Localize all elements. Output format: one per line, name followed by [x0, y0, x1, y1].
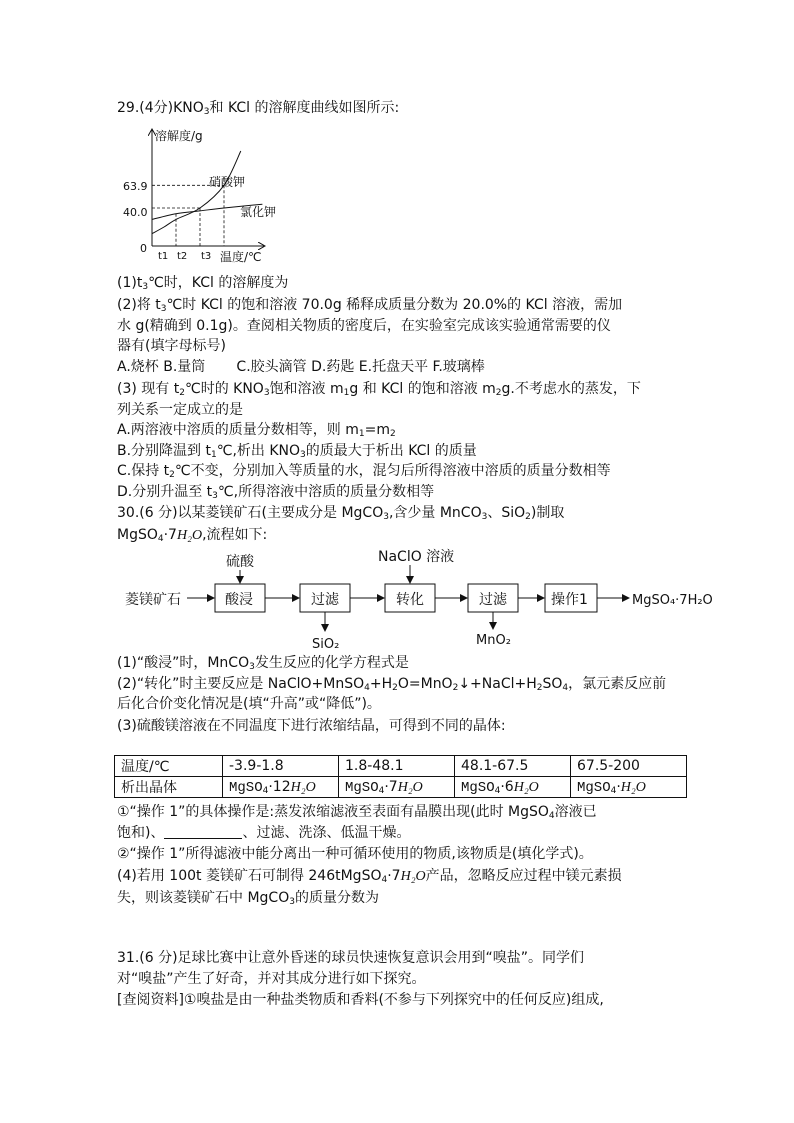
q29-part2-line2: 水 g(精确到 0.1g)。查阅相关物质的密度后，在实验室完成该实验通常需要的仪: [117, 318, 611, 334]
table-cell: 1.8-48.1: [339, 756, 455, 777]
table-cell: 67.5-200: [571, 756, 687, 777]
kno3-label: 硝酸钾: [209, 175, 246, 189]
flow-box-2-label: 过滤: [311, 592, 339, 608]
x-axis-label: 温度/℃: [220, 250, 262, 264]
table-cell: 48.1-67.5: [455, 756, 571, 777]
kno3-curve: [152, 151, 241, 234]
q29-option-d: D.分别升温至 $t_3℃$,所得溶液中溶质的质量分数相等: [117, 484, 435, 501]
answer-blank: [164, 824, 242, 839]
q30-part3: (3)硫酸镁溶液在不同温度下进行浓缩结晶，可得到不同的晶体:: [117, 718, 506, 734]
table-cell: MgSO$_4$·7H₂O: [339, 777, 455, 798]
x-tick-t2: t2: [177, 251, 188, 262]
q30-part2-line2: 后化合价变化情况是(填“升高”或“降低”)。: [117, 696, 381, 712]
q31-line2: 对“嗅盐”产生了好奇，并对其成分进行如下探究。: [117, 971, 426, 987]
table-cell: -3.9-1.8: [223, 756, 339, 777]
kcl-label: 氯化钾: [240, 205, 277, 219]
q29-part1: $(1)t_3℃$时，KCl 的溶解度为: [117, 275, 289, 292]
y-tick-63-9: 63.9: [123, 180, 148, 193]
q29-part2-options: A.烧杯 B.量筒 C.胶头滴管 D.药匙 E.托盘天平 F.玻璃棒: [117, 359, 485, 375]
flow-input-3: NaClO 溶液: [378, 549, 455, 565]
origin-label: 0: [140, 242, 147, 255]
q31-title: 31.(6 分)足球比赛中让意外昏迷的球员快速恢复意识会用到“嗅盐”。同学们: [117, 950, 585, 966]
q29-option-b: B.分别降温到 $t_1℃$,析出 $KNO_3$的质最大于析出 KCl 的质量: [117, 443, 477, 460]
table-row: [115, 777, 687, 798]
flow-start: 菱镁矿石: [125, 592, 181, 608]
q29-option-c: C.保持 $t_2℃$不变，分别加入等质量的水，混匀后所得溶液中溶质的质量分数相等: [117, 463, 611, 480]
process-flowchart: [115, 545, 730, 653]
solubility-chart: [120, 124, 277, 264]
q30-title-line2: MgSO$_4$·7H₂O,流程如下:: [117, 527, 268, 544]
q30-part1: (1)“酸浸”时，MnCO$_3$发生反应的化学方程式是: [117, 655, 409, 672]
q30-step2: ②“操作 1”所得滤液中能分离出一种可循环使用的物质,该物质是(填化学式)。: [117, 846, 593, 862]
x-tick-t3: t3: [201, 251, 212, 262]
q30-part2: (2)“转化”时主要反应是 $NaClO+MnSO_4+H_2O=MnO_2↓+NaCl+H_2SO_4$，氯元素反应前: [117, 676, 667, 693]
q29-option-a: A.两溶液中溶质的质量分数相等，则 $m_1=m_2$: [117, 422, 396, 439]
x-tick-t1: t1: [158, 251, 169, 262]
flow-box-4-label: 过滤: [479, 592, 507, 608]
q30-step1-line2: 饱和)、 、过滤、洗涤、低温干燥。: [117, 825, 411, 841]
y-tick-40-0: 40.0: [123, 206, 148, 219]
q29-part3-line2: 列关系一定成立的是: [117, 402, 243, 418]
flow-output-4: MnO₂: [476, 633, 511, 648]
table-row: [115, 756, 687, 777]
q29-part2: (2)将 $t_3℃$时 KCl 的饱和溶液 70.0g 稀释成质量分数为 20.0%的 KCl 溶液，需加: [117, 297, 623, 314]
crystal-table: [114, 755, 687, 798]
q30-title: 30.(6 分)以某菱镁矿石(主要成分是 MgCO$_3$,含少量 MnCO$_3$、SiO$_2$)制取: [117, 505, 565, 522]
flow-box-3-label: 转化: [396, 592, 424, 608]
q29-part2-line3: 器有(填字母标号): [117, 338, 226, 354]
y-axis-label: 溶解度/g: [155, 129, 203, 143]
flow-box-1-label: 酸浸: [225, 592, 253, 608]
table-cell: MgSO$_4$·H₂O: [571, 777, 687, 798]
table-cell: MgSO$_4$·12H₂O: [223, 777, 339, 798]
flow-output-2: SiO₂: [312, 637, 340, 652]
flow-product: MgSO₄·7H₂O: [632, 593, 713, 608]
table-cell: MgSO$_4$·6H₂O: [455, 777, 571, 798]
flow-box-5-label: 操作1: [551, 592, 588, 608]
table-cell: 析出晶体: [115, 777, 223, 798]
q30-step1: ①“操作 1”的具体操作是:蒸发浓缩滤液至表面有晶膜出现(此时 MgSO$_4$溶液已: [117, 804, 597, 821]
flow-input-1: 硫酸: [226, 554, 254, 570]
q29-part3: (3) 现有 $t_2℃$时的 $KNO_3$饱和溶液 $m_1g$ 和 KCl 的饱和溶液 $m_2g$.不考虑水的蒸发，下: [117, 381, 641, 398]
q30-part4: (4)若用 100t 菱镁矿石可制得 246tMgSO$_4$·7H₂O产品，忽略反应过程中镁元素损: [117, 868, 622, 885]
q29-title: 29.(4分)$KNO_3$和 KCl 的溶解度曲线如图所示:: [117, 100, 400, 117]
table-cell: 温度/℃: [115, 756, 223, 777]
q31-line3: [查阅资料]①嗅盐是由一种盐类物质和香料(不参与下列探究中的任何反应)组成,: [117, 992, 604, 1008]
q30-part4-line2: 失，则该菱镁矿石中 MgCO$_3$的质量分数为: [117, 890, 379, 907]
